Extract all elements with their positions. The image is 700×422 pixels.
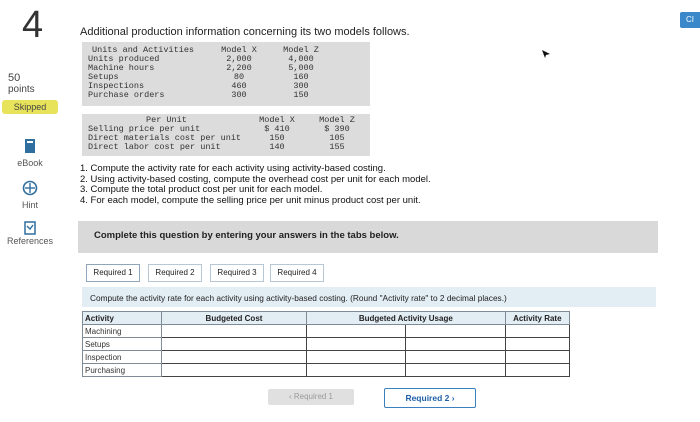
- corner-tag[interactable]: CI: [680, 12, 700, 28]
- budgeted-cost-input[interactable]: [162, 351, 307, 364]
- budgeted-usage-input[interactable]: [307, 338, 406, 351]
- table-cell: Direct labor cost per unit: [88, 142, 221, 152]
- activities-table: [82, 42, 370, 106]
- table-cell: Units produced: [88, 54, 160, 64]
- points-value: 50: [8, 72, 21, 84]
- table-cell: Direct materials cost per unit: [88, 133, 242, 143]
- references-icon: [22, 220, 38, 236]
- table-cell: 155: [329, 142, 345, 152]
- table-row: [83, 325, 570, 338]
- table-header: Units and Activities: [92, 45, 195, 55]
- table-cell: 460: [231, 81, 247, 91]
- table-cell: Setups: [88, 72, 119, 82]
- table-cell: 2,000: [226, 54, 252, 64]
- table-cell: 4,000: [288, 54, 314, 64]
- hint-icon: [22, 180, 38, 196]
- table-cell: 2,200: [226, 63, 252, 73]
- row-label: Machining: [83, 325, 162, 338]
- table-cell: 150: [293, 90, 309, 100]
- row-label: Purchasing: [83, 364, 162, 377]
- tab-required-3[interactable]: Required 3: [210, 264, 264, 282]
- column-header: Activity Rate: [505, 312, 569, 325]
- table-row: [83, 364, 570, 377]
- complete-banner-text: Complete this question by entering your answers in the tabs below.: [94, 230, 399, 241]
- table-cell: 105: [329, 133, 345, 143]
- table-header: Model X: [221, 45, 257, 55]
- budgeted-usage-unit-input[interactable]: [406, 351, 505, 364]
- budgeted-usage-unit-input[interactable]: [406, 338, 505, 351]
- sidebar-item-ebook[interactable]: [0, 138, 60, 172]
- tab-required-4[interactable]: Required 4: [270, 264, 324, 282]
- table-header: Model X: [259, 115, 295, 125]
- table-cell: 160: [293, 72, 309, 82]
- table-cell: 300: [293, 81, 309, 91]
- prompt-text: Compute the activity rate for each activity using activity-based costing. (Round "Activity rate" to 2 decimal places.): [90, 293, 507, 303]
- tab-required-1[interactable]: Required 1: [86, 264, 140, 282]
- instruction-item: 2. Using activity-based costing, compute the overhead cost per unit for each model.: [80, 173, 431, 185]
- table-header: Per Unit: [146, 115, 187, 125]
- column-header: Budgeted Activity Usage: [307, 312, 506, 325]
- instruction-item: 1. Compute the activity rate for each activity using activity-based costing.: [80, 163, 386, 174]
- sidebar-item-label: References: [6, 236, 54, 246]
- instructions: [80, 164, 431, 206]
- activity-rate-input[interactable]: [505, 338, 569, 351]
- table-cell: 300: [231, 90, 247, 100]
- table-cell: Machine hours: [88, 63, 155, 73]
- table-header: Model Z: [319, 115, 355, 125]
- budgeted-usage-unit-input[interactable]: [406, 325, 505, 338]
- next-required-button[interactable]: Required 2 ›: [384, 388, 476, 408]
- table-row: [83, 338, 570, 351]
- table-cell: Purchase orders: [88, 90, 165, 100]
- tab-required-2[interactable]: Required 2: [148, 264, 202, 282]
- activity-rate-input[interactable]: [505, 351, 569, 364]
- table-cell: 140: [269, 142, 285, 152]
- budgeted-cost-input[interactable]: [162, 338, 307, 351]
- budgeted-usage-unit-input[interactable]: [406, 364, 505, 377]
- sidebar-item-label: Hint: [21, 200, 38, 210]
- table-row: [83, 351, 570, 364]
- budgeted-usage-input[interactable]: [307, 364, 406, 377]
- per-unit-table: [82, 114, 370, 156]
- column-header: Activity: [83, 312, 162, 325]
- sidebar-item-hint[interactable]: [0, 180, 60, 214]
- activity-rate-input[interactable]: [505, 364, 569, 377]
- table-header: Model Z: [283, 45, 319, 55]
- instruction-item: 3. Compute the total product cost per unit for each model.: [80, 184, 323, 195]
- budgeted-usage-input[interactable]: [307, 325, 406, 338]
- instruction-item: 4. For each model, compute the selling price per unit minus product cost per unit.: [80, 194, 421, 206]
- budgeted-cost-input[interactable]: [162, 364, 307, 377]
- table-cell: Inspections: [88, 81, 145, 91]
- activity-rate-input[interactable]: [505, 325, 569, 338]
- question-number: 4: [22, 4, 44, 46]
- table-cell: $ 390: [324, 124, 350, 134]
- points-label: points: [8, 84, 35, 95]
- table-cell: 80: [233, 72, 245, 82]
- status-badge: Skipped: [2, 100, 58, 114]
- column-header: Budgeted Cost: [162, 312, 307, 325]
- sidebar-item-label: eBook: [17, 158, 43, 168]
- table-cell: $ 410: [264, 124, 290, 134]
- budgeted-cost-input[interactable]: [162, 325, 307, 338]
- budgeted-usage-input[interactable]: [307, 351, 406, 364]
- sidebar-item-references[interactable]: [0, 220, 60, 254]
- table-header-row: [83, 312, 570, 325]
- answer-table: [82, 311, 570, 377]
- table-cell: Selling price per unit: [88, 124, 201, 134]
- row-label: Inspection: [83, 351, 162, 364]
- table-cell: 5,000: [288, 63, 314, 73]
- cursor-icon: [542, 50, 550, 58]
- prev-required-button[interactable]: ‹ Required 1: [268, 389, 354, 405]
- table-cell: 150: [269, 133, 285, 143]
- row-label: Setups: [83, 338, 162, 351]
- book-icon: [22, 138, 38, 154]
- question-intro: Additional production information concerning its two models follows.: [80, 26, 410, 38]
